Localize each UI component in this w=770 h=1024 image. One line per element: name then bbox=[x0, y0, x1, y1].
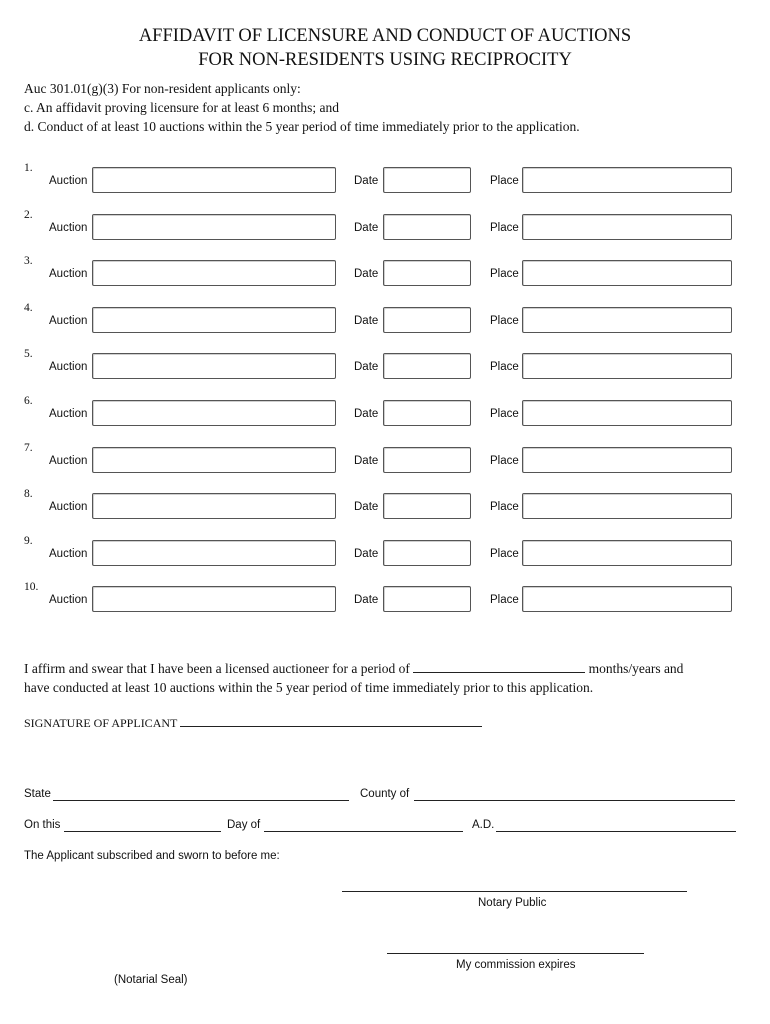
day-of-label: Day of bbox=[227, 819, 261, 831]
form-title-line1: AFFIDAVIT OF LICENSURE AND CONDUCT OF AUCTIONS bbox=[138, 26, 632, 46]
place-field[interactable] bbox=[522, 400, 732, 426]
place-label: Place bbox=[490, 221, 519, 234]
on-this-label: On this bbox=[24, 819, 61, 831]
auction-label: Auction bbox=[49, 314, 88, 327]
affirmation-line2: have conducted at least 10 auctions within the 5 year period of time immediately prior to this application. bbox=[24, 680, 594, 695]
state-label: State bbox=[24, 788, 51, 800]
auction-row bbox=[0, 395, 770, 432]
row-number: 10. bbox=[24, 581, 39, 594]
auction-row bbox=[0, 162, 770, 199]
place-field[interactable] bbox=[522, 307, 732, 333]
affirmation-text bbox=[24, 659, 754, 697]
county-label: County of bbox=[360, 788, 410, 800]
place-label: Place bbox=[490, 175, 519, 187]
auction-label: Auction bbox=[49, 361, 88, 374]
auction-label: Auction bbox=[49, 501, 88, 514]
date-field[interactable] bbox=[383, 307, 471, 333]
affirmation-part2: months/years and bbox=[588, 661, 684, 676]
date-label: Date bbox=[354, 408, 379, 420]
auction-field[interactable] bbox=[92, 540, 336, 566]
signature-row bbox=[24, 716, 482, 731]
commission-line[interactable] bbox=[387, 953, 644, 954]
date-field[interactable] bbox=[383, 260, 471, 286]
auction-row bbox=[0, 348, 770, 385]
date-label: Date bbox=[354, 594, 379, 607]
auction-row bbox=[0, 441, 770, 479]
auction-label: Auction bbox=[49, 175, 88, 187]
auction-label: Auction bbox=[49, 454, 88, 467]
place-label: Place bbox=[490, 314, 519, 327]
auction-label: Auction bbox=[49, 408, 88, 420]
date-field[interactable] bbox=[383, 447, 471, 473]
ad-label: A.D. bbox=[472, 819, 495, 831]
requirement-c: c. An affidavit proving licensure for at least 6 months; and bbox=[24, 100, 340, 115]
place-label: Place bbox=[490, 454, 519, 467]
place-field[interactable] bbox=[522, 353, 732, 379]
row-number: 4. bbox=[24, 301, 33, 314]
place-field[interactable] bbox=[522, 214, 732, 240]
date-label: Date bbox=[354, 314, 379, 327]
date-field[interactable] bbox=[383, 214, 471, 240]
date-label: Date bbox=[354, 501, 379, 514]
auction-row bbox=[0, 255, 770, 292]
place-label: Place bbox=[490, 594, 519, 607]
auction-field[interactable] bbox=[92, 167, 336, 193]
place-label: Place bbox=[490, 501, 519, 514]
on-this-line[interactable] bbox=[64, 831, 221, 832]
place-label: Place bbox=[490, 408, 519, 420]
date-label: Date bbox=[354, 361, 379, 374]
date-label: Date bbox=[354, 454, 379, 467]
notary-public-label: Notary Public bbox=[478, 897, 547, 909]
row-number: 9. bbox=[24, 534, 33, 547]
signature-label: SIGNATURE OF APPLICANT bbox=[24, 716, 178, 730]
state-line[interactable] bbox=[53, 800, 349, 801]
auction-field[interactable] bbox=[92, 307, 336, 333]
auction-field[interactable] bbox=[92, 400, 336, 426]
rule-citation: Auc 301.01(g)(3) For non-resident applicants only: bbox=[24, 81, 301, 96]
notary-signature-line[interactable] bbox=[342, 891, 687, 892]
auction-label: Auction bbox=[49, 268, 88, 281]
date-label: Date bbox=[354, 547, 379, 560]
row-number: 7. bbox=[24, 441, 33, 454]
auction-row bbox=[0, 301, 770, 339]
place-field[interactable] bbox=[522, 167, 732, 193]
date-field[interactable] bbox=[383, 400, 471, 426]
ad-line[interactable] bbox=[496, 831, 736, 832]
auction-field[interactable] bbox=[92, 260, 336, 286]
auction-row bbox=[0, 534, 770, 572]
day-of-line[interactable] bbox=[264, 831, 463, 832]
place-field[interactable] bbox=[522, 447, 732, 473]
auction-field[interactable] bbox=[92, 353, 336, 379]
auction-field[interactable] bbox=[92, 447, 336, 473]
date-field[interactable] bbox=[383, 167, 471, 193]
row-number: 1. bbox=[24, 162, 33, 174]
auction-label: Auction bbox=[49, 221, 88, 234]
row-number: 3. bbox=[24, 255, 33, 268]
commission-expires-label: My commission expires bbox=[456, 959, 576, 971]
sworn-statement: The Applicant subscribed and sworn to before me: bbox=[24, 850, 280, 862]
place-field[interactable] bbox=[522, 540, 732, 566]
place-field[interactable] bbox=[522, 260, 732, 286]
date-field[interactable] bbox=[383, 493, 471, 519]
auction-label: Auction bbox=[49, 547, 88, 560]
place-label: Place bbox=[490, 268, 519, 281]
row-number: 2. bbox=[24, 208, 33, 221]
auction-row bbox=[0, 488, 770, 525]
auction-field[interactable] bbox=[92, 214, 336, 240]
place-field[interactable] bbox=[522, 493, 732, 519]
period-blank[interactable] bbox=[413, 671, 585, 673]
auction-field[interactable] bbox=[92, 586, 336, 612]
notarial-seal-label: (Notarial Seal) bbox=[114, 974, 188, 986]
auction-field[interactable] bbox=[92, 493, 336, 519]
date-field[interactable] bbox=[383, 353, 471, 379]
affirmation-part1: I affirm and swear that I have been a licensed auctioneer for a period of bbox=[24, 661, 410, 676]
row-number: 6. bbox=[24, 395, 33, 407]
row-number: 8. bbox=[24, 488, 33, 501]
date-field[interactable] bbox=[383, 586, 471, 612]
date-label: Date bbox=[354, 221, 379, 234]
signature-line[interactable] bbox=[180, 725, 482, 727]
row-number: 5. bbox=[24, 348, 33, 361]
date-field[interactable] bbox=[383, 540, 471, 566]
county-line[interactable] bbox=[414, 800, 735, 801]
place-field[interactable] bbox=[522, 586, 732, 612]
date-label: Date bbox=[354, 175, 379, 187]
auction-label: Auction bbox=[49, 594, 88, 607]
date-label: Date bbox=[354, 268, 379, 281]
place-label: Place bbox=[490, 547, 519, 560]
requirement-d: d. Conduct of at least 10 auctions within the 5 year period of time immediately prior to the application. bbox=[24, 119, 580, 134]
auction-row bbox=[0, 581, 770, 618]
auction-row bbox=[0, 208, 770, 246]
place-label: Place bbox=[490, 361, 519, 374]
form-title-line2: FOR NON-RESIDENTS USING RECIPROCITY bbox=[198, 50, 572, 70]
